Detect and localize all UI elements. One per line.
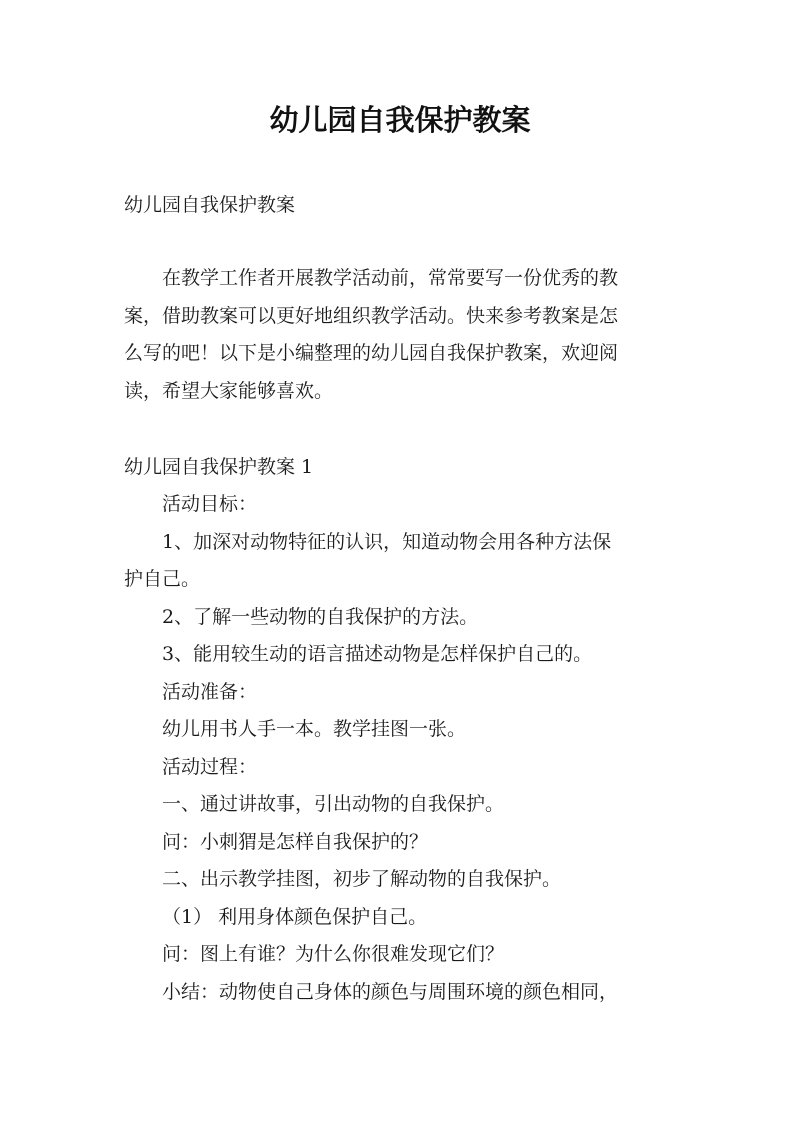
body-line-goal-1: 1、加深对动物特征的认识，知道动物会用各种方法保 xyxy=(162,530,612,553)
section-heading: 幼儿园自我保护教案 1 xyxy=(124,456,314,478)
body-line-question-1: 问：小刺猬是怎样自我保护的？ xyxy=(162,830,429,853)
document-subtitle: 幼儿园自我保护教案 xyxy=(124,194,296,216)
lesson-body xyxy=(124,486,690,1011)
body-line-sub-1: （1） 利用身体颜色保护自己。 xyxy=(162,905,428,928)
body-line-step-1: 一、通过讲故事，引出动物的自我保护。 xyxy=(162,793,505,815)
document-title: 幼儿园自我保护教案 xyxy=(269,103,531,137)
intro-line: 么写的吧！以下是小编整理的幼儿园自我保护教案，欢迎阅 xyxy=(124,342,619,364)
body-line-goal-3: 3、能用较生动的语言描述动物是怎样保护自己的。 xyxy=(162,643,593,665)
body-line-preparation: 幼儿用书人手一本。教学挂图一张。 xyxy=(162,718,467,740)
body-line-activity-goals-label: 活动目标： xyxy=(162,493,258,515)
intro-line: 案，借助教案可以更好地组织教学活动。快来参考教案是怎 xyxy=(124,304,619,327)
body-line-summary: 小结：动物使自己身体的颜色与周围环境的颜色相同， xyxy=(162,980,619,1003)
intro-line: 在教学工作者开展教学活动前，常常要写一份优秀的教 xyxy=(162,267,619,289)
body-line-step-2: 二、出示教学挂图，初步了解动物的自我保护。 xyxy=(162,868,562,890)
body-line-question-2: 问：图上有谁？为什么你很难发现它们？ xyxy=(162,943,505,965)
intro-line: 读，希望大家能够喜欢。 xyxy=(124,379,334,402)
intro-paragraph xyxy=(124,260,690,410)
body-line-goal-1-cont: 护自己。 xyxy=(124,568,201,590)
body-line-goal-2: 2、了解一些动物的自我保护的方法。 xyxy=(162,605,479,628)
body-line-preparation-label: 活动准备： xyxy=(162,680,258,703)
body-line-process-label: 活动过程： xyxy=(162,755,258,778)
